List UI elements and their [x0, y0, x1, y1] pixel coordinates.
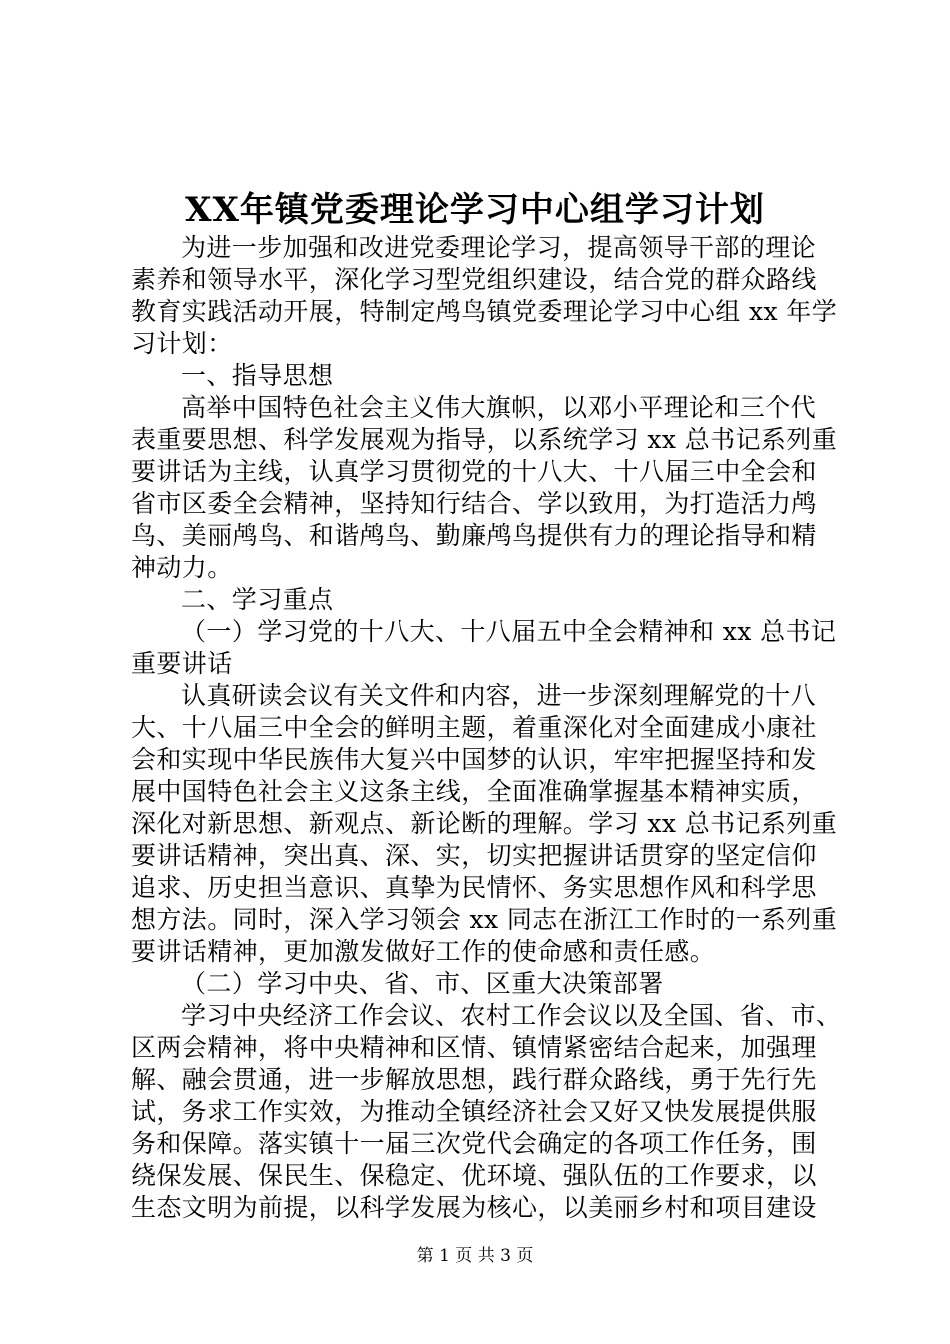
body-line: 想方法。同时，深入学习领会 xx 同志在浙江工作时的一系列重	[131, 905, 838, 934]
body-line: 省市区委全会精神，坚持知行结合、学以致用，为打造活力鸬	[131, 489, 817, 518]
body-line: 神动力。	[131, 553, 233, 582]
subsection-heading: （二）学习中央、省、市、区重大决策部署	[181, 969, 664, 998]
body-line: 区两会精神，将中央精神和区情、镇情紧密结合起来，加强理	[131, 1033, 817, 1062]
section-heading: 二、学习重点	[181, 585, 334, 614]
document-body	[131, 232, 842, 1224]
body-line: 务和保障。落实镇十一届三次党代会确定的各项工作任务，围	[131, 1129, 817, 1158]
body-line: 生态文明为前提，以科学发展为核心，以美丽乡村和项目建设	[131, 1193, 817, 1222]
body-line: 绕保发展、保民生、保稳定、优环境、强队伍的工作要求，以	[131, 1161, 817, 1190]
page-footer: 第 1 页 共 3 页	[416, 1246, 534, 1266]
body-line: 教育实践活动开展，特制定鸬鸟镇党委理论学习中心组 xx 年学	[131, 297, 838, 326]
body-line: 大、十八届三中全会的鲜明主题，着重深化对全面建成小康社	[131, 713, 817, 742]
subsection-heading: 重要讲话	[131, 649, 233, 678]
body-line: 展中国特色社会主义这条主线，全面准确掌握基本精神实质，	[131, 777, 817, 806]
body-line: 认真研读会议有关文件和内容，进一步深刻理解党的十八	[181, 681, 817, 710]
body-line: 习计划：	[131, 329, 233, 358]
document-title: XX年镇党委理论学习中心组学习计划	[185, 190, 765, 230]
body-line: 素养和领导水平，深化学习型党组织建设，结合党的群众路线	[131, 265, 817, 294]
body-line: 为进一步加强和改进党委理论学习，提高领导干部的理论	[181, 233, 817, 262]
section-heading: 一、指导思想	[181, 361, 334, 390]
body-line: 深化对新思想、新观点、新论断的理解。学习 xx 总书记系列重	[131, 809, 838, 838]
body-line: 会和实现中华民族伟大复兴中国梦的认识，牢牢把握坚持和发	[131, 745, 817, 774]
body-line: 解、融会贯通，进一步解放思想，践行群众路线，勇于先行先	[131, 1065, 817, 1094]
body-line: 要讲话精神，更加激发做好工作的使命感和责任感。	[131, 937, 716, 966]
body-line: 要讲话为主线，认真学习贯彻党的十八大、十八届三中全会和	[131, 457, 817, 486]
body-line: 要讲话精神，突出真、深、实，切实把握讲话贯穿的坚定信仰	[131, 841, 817, 870]
body-line: 高举中国特色社会主义伟大旗帜，以邓小平理论和三个代	[181, 393, 817, 422]
body-line: 表重要思想、科学发展观为指导，以系统学习 xx 总书记系列重	[131, 425, 838, 454]
body-line: 学习中央经济工作会议、农村工作会议以及全国、省、市、	[181, 1001, 842, 1030]
body-line: 试，务求工作实效，为推动全镇经济社会又好又快发展提供服	[131, 1097, 817, 1126]
body-line: 鸟、美丽鸬鸟、和谐鸬鸟、勤廉鸬鸟提供有力的理论指导和精	[131, 521, 817, 550]
subsection-heading: （一）学习党的十八大、十八届五中全会精神和 xx 总书记	[181, 617, 837, 646]
body-line: 追求、历史担当意识、真挚为民情怀、务实思想作风和科学思	[131, 873, 817, 902]
